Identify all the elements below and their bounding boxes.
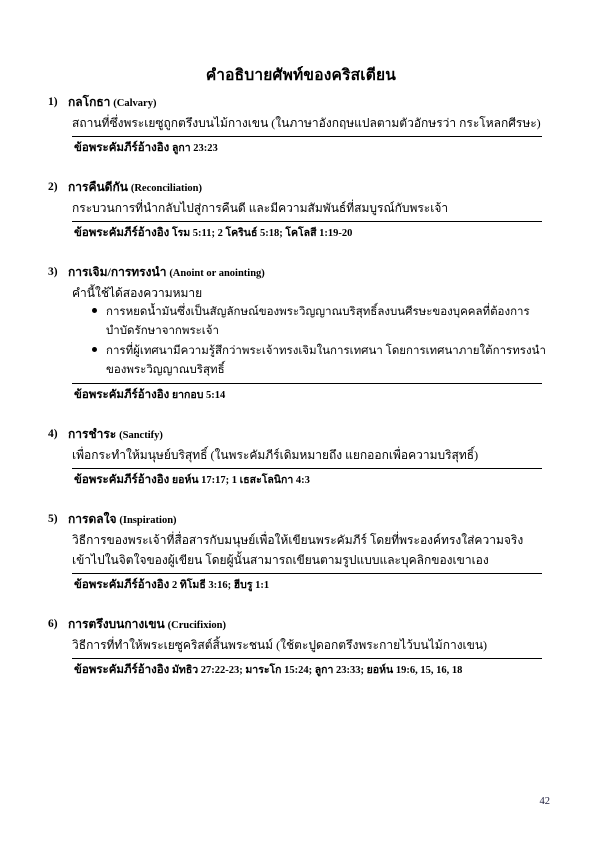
entry-divider [72,573,542,574]
entry-term-english: (Reconciliation) [130,183,202,194]
reference-label: ข้อพระคัมภีร์อ้างอิง [74,579,170,591]
glossary-entry [0,617,602,680]
entry-heading [0,95,602,111]
entry-divider [72,383,542,384]
entry-references [0,386,602,405]
entry-divider [72,221,542,222]
entry-term-thai: การคืนดีกัน [68,180,128,194]
list-item [0,303,602,341]
entry-heading [0,180,602,196]
bullet-text: การที่ผู้เทศนามีความรู้สึกว่าพระเจ้าทรงเจิมในการเทศนา โดยการเทศนาภายใต้การทรงนำของพระวิญญาณบริสุทธิ์ [106,345,546,376]
page-title: คำอธิบายศัพท์ของคริสเตียน [205,67,397,84]
entry-term-english: (Anoint or anointing) [169,268,265,279]
entry-references [0,224,602,243]
entry-spacer [0,595,602,617]
entry-number: 2) [48,181,58,193]
entry-description: เพื่อกระทำให้มนุษย์บริสุทธิ์ (ในพระคัมภีร์เดิมหมายถึง แยกออกเพื่อความบริสุทธิ์) [72,448,479,462]
page-number: 42 [539,796,550,807]
entry-description: วิธีการของพระเจ้าที่สื่อสารกับมนุษย์เพื่อให้เขียนพระคัมภีร์ โดยที่พระองค์ทรงใส่ความจริงเข้าไปในจิตใจของผู้เขียน โดยผู้นั้นสามารถเขียนตามรูปแบบและบุคลิกของเขาเอง [72,533,524,567]
bullet-icon [92,308,97,313]
reference-value: โรม 5:11; 2 โครินธ์ 5:18; โคโลสี 1:19-20 [171,228,353,239]
entry-heading [0,427,602,443]
entry-term-thai: การดลใจ [68,512,117,526]
entry-references [0,471,602,490]
reference-value: ยอห์น 17:17; 1 เธสะโลนิกา 4:3 [171,475,310,486]
list-item [0,342,602,380]
entry-divider [72,136,542,137]
entry-description: สถานที่ซึ่งพระเยซูถูกตรึงบนไม้กางเขน (ในภาษาอังกฤษแปลตามตัวอักษรว่า กระโหลกศีรษะ) [72,116,541,130]
reference-label: ข้อพระคัมภีร์อ้างอิง [74,389,170,401]
entry-description: วิธีการที่ทำให้พระเยซูคริสต์สิ้นพระชนม์ (ใช้ตะปูดอกตรึงพระกายไว้บนไม้กางเขน) [72,638,488,652]
entry-description: กระบวนการที่นำกลับไปสู่การคืนดี และมีความสัมพันธ์ที่สมบูรณ์กับพระเจ้า [72,201,449,215]
entry-spacer [0,405,602,427]
entry-spacer [0,158,602,180]
reference-value: 2 ทิโมธี 3:16; ฮีบรู 1:1 [171,580,270,591]
entry-spacer [0,243,602,265]
reference-value: ยากอบ 5:14 [171,390,226,401]
reference-label: ข้อพระคัมภีร์อ้างอิง [74,664,170,676]
entry-heading [0,265,602,281]
reference-value: ลูกา 23:23 [171,143,218,154]
entry-term-english: (Inspiration) [119,515,177,526]
entry-bullet-list [0,303,602,380]
entry-divider [72,468,542,469]
entry-term-thai: กลโกธา [68,95,111,109]
entry-number: 6) [48,618,58,630]
glossary-entry [0,265,602,427]
glossary-list [0,95,602,680]
entry-number: 5) [48,513,58,525]
reference-label: ข้อพระคัมภีร์อ้างอิง [74,142,170,154]
entry-references [0,139,602,158]
entry-number: 4) [48,428,58,440]
glossary-entry [0,427,602,512]
entry-number: 3) [48,266,58,278]
reference-label: ข้อพระคัมภีร์อ้างอิง [74,227,170,239]
entry-term-thai: การตรึงบนกางเขน [68,617,165,631]
entry-term-english: (Sanctify) [119,430,163,441]
entry-divider [72,658,542,659]
glossary-entry [0,95,602,180]
reference-label: ข้อพระคัมภีร์อ้างอิง [74,474,170,486]
glossary-entry [0,512,602,617]
entry-term-thai: การชำระ [68,427,117,441]
entry-heading [0,512,602,528]
entry-spacer [0,490,602,512]
glossary-entry [0,180,602,265]
bullet-text: การหยดน้ำมันซึ่งเป็นสัญลักษณ์ของพระวิญญาณบริสุทธิ์ลงบนศีรษะของบุคคลที่ต้องการบำบัดรักษาจากพระเจ้า [106,306,530,337]
entry-heading [0,617,602,633]
entry-term-english: (Crucifixion) [167,620,226,631]
reference-value: มัทธิว 27:22-23; มาระโก 15:24; ลูกา 23:33; ยอห์น 19:6, 15, 16, 18 [171,665,463,676]
bullet-icon [92,347,97,352]
entry-references [0,576,602,595]
entry-number: 1) [48,96,58,108]
entry-references [0,661,602,680]
entry-term-english: (Calvary) [113,98,157,109]
entry-term-thai: การเจิม/การทรงนำ [68,265,167,279]
entry-lead-text: คำนี้ใช้ได้สองความหมาย [72,286,203,300]
